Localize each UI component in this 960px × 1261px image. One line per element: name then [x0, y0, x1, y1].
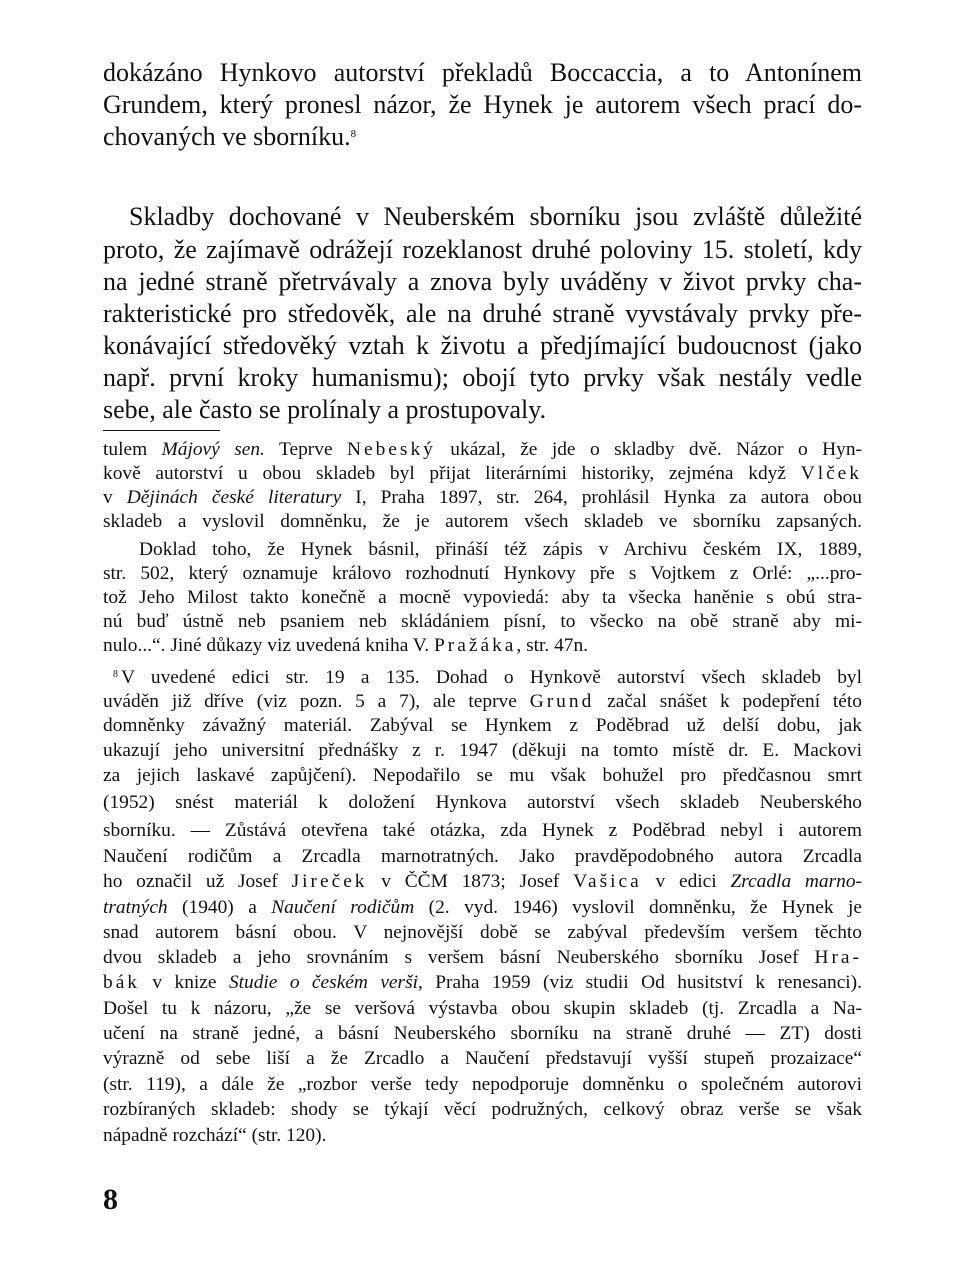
footnote-separator [103, 430, 220, 431]
body-line: konávající středověký vztah k životu a předjímající budoucnost (jako [103, 331, 862, 360]
footnote-line: ho označil už Josef Jireček v ČČM 1873; Josef Vašica v edici Zrcadla marno- [103, 871, 862, 892]
footnote-line: učení na straně jedné, a básní Neuberského sborníku na straně druhé — ZT) dosti [103, 1023, 862, 1044]
footnote-line: nápadně rozchází“ (str. 120). [103, 1125, 327, 1146]
footnote-line: str. 502, který oznamuje královo rozhodnutí Hynkovy pře s Vojtkem z Orlé: „...pro- [103, 563, 862, 584]
footnote-line: (1952) snést materiál k doložení Hynkova autorství všech skladeb Neuberského [103, 792, 862, 813]
footnote-line: uváděn již dříve (viz pozn. 5 a 7), ale teprve Grund začal snášet k podepření této [103, 691, 862, 712]
footnote-line: nulo...“. Jiné důkazy viz uvedená kniha V. Pražáka, str. 47n. [103, 635, 589, 656]
footnote-line: výrazně od sebe liší a že Zrcadlo a Naučení představují vyšší stupeň prozaizace“ [103, 1048, 862, 1069]
footnote-line: (str. 119), a dále že „rozbor verše tedy nepodporuje domněnku o společném autorovi [103, 1074, 862, 1095]
body-line: proto, že zajímavě odrážejí rozeklanost druhé poloviny 15. století, kdy [103, 235, 862, 264]
footnote-line: Naučení rodičům a Zrcadla marnotratných. Jako pravděpodobného autora Zrcadla [103, 846, 862, 867]
footnote-line: skladeb a vyslovil domněnku, že je autorem všech skladeb ve sborníku zapsaných. [103, 511, 862, 532]
footnote-line: nú buď ústně neb psaniem neb skládániem písní, to všecko na obě straně aby mi- [103, 611, 862, 632]
footnote-line: kově autorství u obou skladeb byl přijat literárními historiky, zejména když Vlček [103, 463, 862, 484]
page-number: 8 [103, 1183, 118, 1216]
footnote-line: rozbíraných skladeb: shody se týkají věcí podružných, celkový obraz verše se však [103, 1099, 862, 1120]
footnote-line: tož Jeho Milost takto konečně a mocně vypoviedá: aby ta všecka haněnie s obú stra- [103, 587, 862, 608]
footnote-line: bák v knize Studie o českém verši, Praha 1959 (viz studii Od husitství k renesanci). [103, 972, 862, 993]
body-line: dokázáno Hynkovo autorství překladů Boccaccia, a to Antonínem [103, 58, 862, 87]
body-line: chovaných ve sborníku.$^8$ [103, 122, 357, 151]
footnote-line: tulem Májový sen. Teprve Nebeský ukázal, že jde o skladby dvě. Názor o Hyn- [103, 439, 862, 460]
footnote-line: Doklad toho, že Hynek básnil, přináší též zápis v Archivu českém IX, 1889, [139, 539, 862, 560]
footnote-line: v Dějinách české literatury I, Praha 1897, str. 264, prohlásil Hynka za autora obou [103, 487, 862, 508]
footnote-line: za jejich laskavé zapůjčení). Nepodařilo se mu však bohužel pro předčasnou smrt [103, 765, 862, 786]
body-line: na jedné straně přetrvávaly a znova byly uváděny v život prvky cha- [103, 267, 862, 296]
footnote-line: ukazují jeho universitní přednášky z r. 1947 (děkuji na tomto místě dr. E. Mackovi [103, 740, 862, 761]
footnote-reference: 8 [350, 128, 357, 140]
footnote-line: tratných (1940) a Naučení rodičům (2. vyd. 1946) vyslovil domněnku, že Hynek je [103, 897, 862, 918]
body-line: rakteristické pro středověk, ale na druhé straně vyvstávaly prvky pře- [103, 299, 862, 328]
body-line: Grundem, který pronesl názor, že Hynek je autorem všech prací do- [103, 90, 862, 119]
body-line: např. první kroky humanismu); obojí tyto prvky však nestály vedle [103, 363, 862, 392]
footnote-marker: 8 [113, 669, 118, 680]
footnote-line: sborníku. — Zůstává otevřena také otázka, zda Hynek z Poděbrad nebyl i autorem [103, 820, 862, 841]
footnote-line: Došel tu k názoru, „že se veršová výstavba obou skupin skladeb (tj. Zrcadla a Na- [103, 998, 862, 1019]
footnote-line: domněnky závažný materiál. Zabýval se Hynkem z Poděbrad už delší dobu, jak [103, 715, 862, 736]
footnote-line: $^8$ V uvedené edici str. 19 a 135. Dohad o Hynkově autorství všech skladeb byl [113, 667, 862, 688]
footnote-line: dvou skladeb a jeho srovnáním s veršem básní Neuberského sborníku Josef Hra- [103, 947, 862, 968]
body-line: sebe, ale často se prolínaly a prostupovaly. [103, 395, 547, 424]
body-line: Skladby dochované v Neuberském sborníku jsou zvláště důležité [129, 202, 862, 231]
footnote-line: snad autorem básní obou. V nejnovější době se zabýval především veršem těchto [103, 922, 862, 943]
